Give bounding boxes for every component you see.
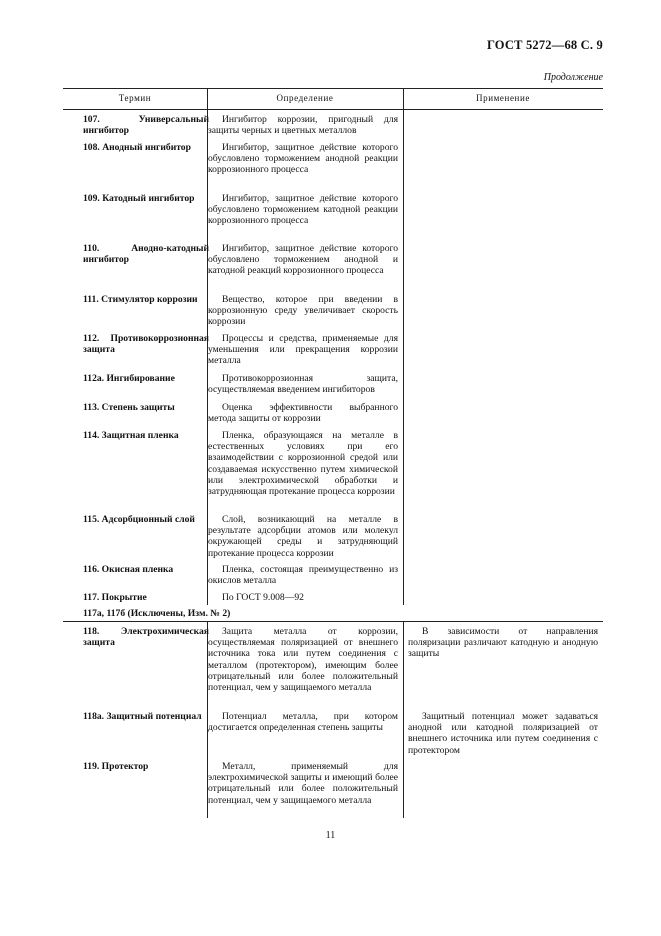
term-cell: 107. Универсальный ингибитор	[83, 114, 209, 137]
definition-cell: Оценка эффективности выбранного метода защиты от коррозии	[208, 402, 398, 425]
definition-cell: Ингибитор, защитное действие которого обусловлено торможением анодной реакции коррозионного процесса	[208, 142, 398, 176]
term-cell: 112. Противокоррозионная защита	[83, 333, 209, 356]
column-header-application: Применение	[476, 93, 530, 103]
excluded-items-note: 117а, 117б (Исключены, Изм. № 2)	[83, 608, 231, 619]
col-divider-2-lower	[403, 622, 404, 818]
definition-cell: Ингибитор коррозии, пригодный для защиты черных и цветных металлов	[208, 114, 398, 137]
column-header-term: Термин	[118, 93, 152, 103]
definition-cell: Вещество, которое при введении в коррозионную среду увеличивает скорость коррозии	[208, 294, 398, 328]
definition-cell: Потенциал металла, при котором достигается определенная степень защиты	[208, 711, 398, 734]
term-cell: 108. Анодный ингибитор	[83, 142, 191, 153]
term-cell: 114. Защитная пленка	[83, 430, 179, 441]
term-cell: 113. Степень защиты	[83, 402, 175, 413]
application-cell: Защитный потенциал может задаваться анодной или катодной поляризацией от внешнего источника или путем соединения с протектором	[408, 711, 598, 756]
definition-cell: Металл, применяемый для электрохимической защиты и имеющий более отрицательный или более положительный потенциал, чем у защищаемого металла	[208, 761, 398, 806]
term-cell: 115. Адсорбционный слой	[83, 514, 195, 525]
term-cell: 116. Окисная пленка	[83, 564, 174, 575]
definition-cell: Слой, возникающий на металле в результате адсорбции атомов или молекул окружающей среды и затрудняющий протекание процесса коррозии	[208, 514, 398, 559]
table-top-rule	[63, 88, 603, 89]
continuation-label: Продолжение	[543, 72, 603, 83]
term-cell: 118а. Защитный потенциал	[83, 711, 202, 722]
standard-header: ГОСТ 5272—68 С. 9	[486, 38, 603, 52]
lower-section-rule	[63, 621, 603, 622]
term-cell: 110. Анодно-катодный ингибитор	[83, 243, 209, 266]
definition-cell: По ГОСТ 9.008—92	[222, 592, 304, 603]
term-cell: 109. Катодный ингибитор	[83, 193, 195, 204]
column-header-definition: Определение	[276, 93, 334, 103]
definition-cell: Пленка, состоящая преимущественно из окислов металла	[208, 564, 398, 587]
term-cell: 111. Стимулятор коррозии	[83, 294, 198, 305]
table-header-rule	[63, 109, 603, 110]
term-cell: 117. Покрытие	[83, 592, 147, 603]
definition-cell: Ингибитор, защитное действие которого обусловлено торможением катодной реакции коррозионного процесса	[208, 193, 398, 227]
definition-cell: Пленка, образующаяся на металле в естественных условиях при его взаимодействии с коррозионной средой или создаваемая искусственно путем химической или электрохимической обработки и затрудняющая протекание процесса коррозии	[208, 430, 398, 498]
definition-cell: Процессы и средства, применяемые для уменьшения или прекращения коррозии металла	[208, 333, 398, 367]
application-cell: В зависимости от направления поляризации различают катодную и анодную защиты	[408, 626, 598, 660]
definition-cell: Ингибитор, защитное действие которого обусловлено торможением анодной и катодной реакций коррозионного процесса	[208, 243, 398, 277]
definition-cell: Защита металла от коррозии, осуществляемая поляризацией от внешнего источника тока или путем соединения с металлом (протектором), имеющим более отрицательный или более положительный потенциал, чем у защищаемого металла	[208, 626, 398, 694]
term-cell: 118. Электрохимическая защита	[83, 626, 209, 649]
page-number: 11	[325, 830, 336, 841]
col-divider-2	[403, 88, 404, 605]
term-cell: 119. Протектор	[83, 761, 149, 772]
term-cell: 112а. Ингибирование	[83, 373, 175, 384]
definition-cell: Противокоррозионная защита, осуществляемая введением ингибиторов	[208, 373, 398, 396]
